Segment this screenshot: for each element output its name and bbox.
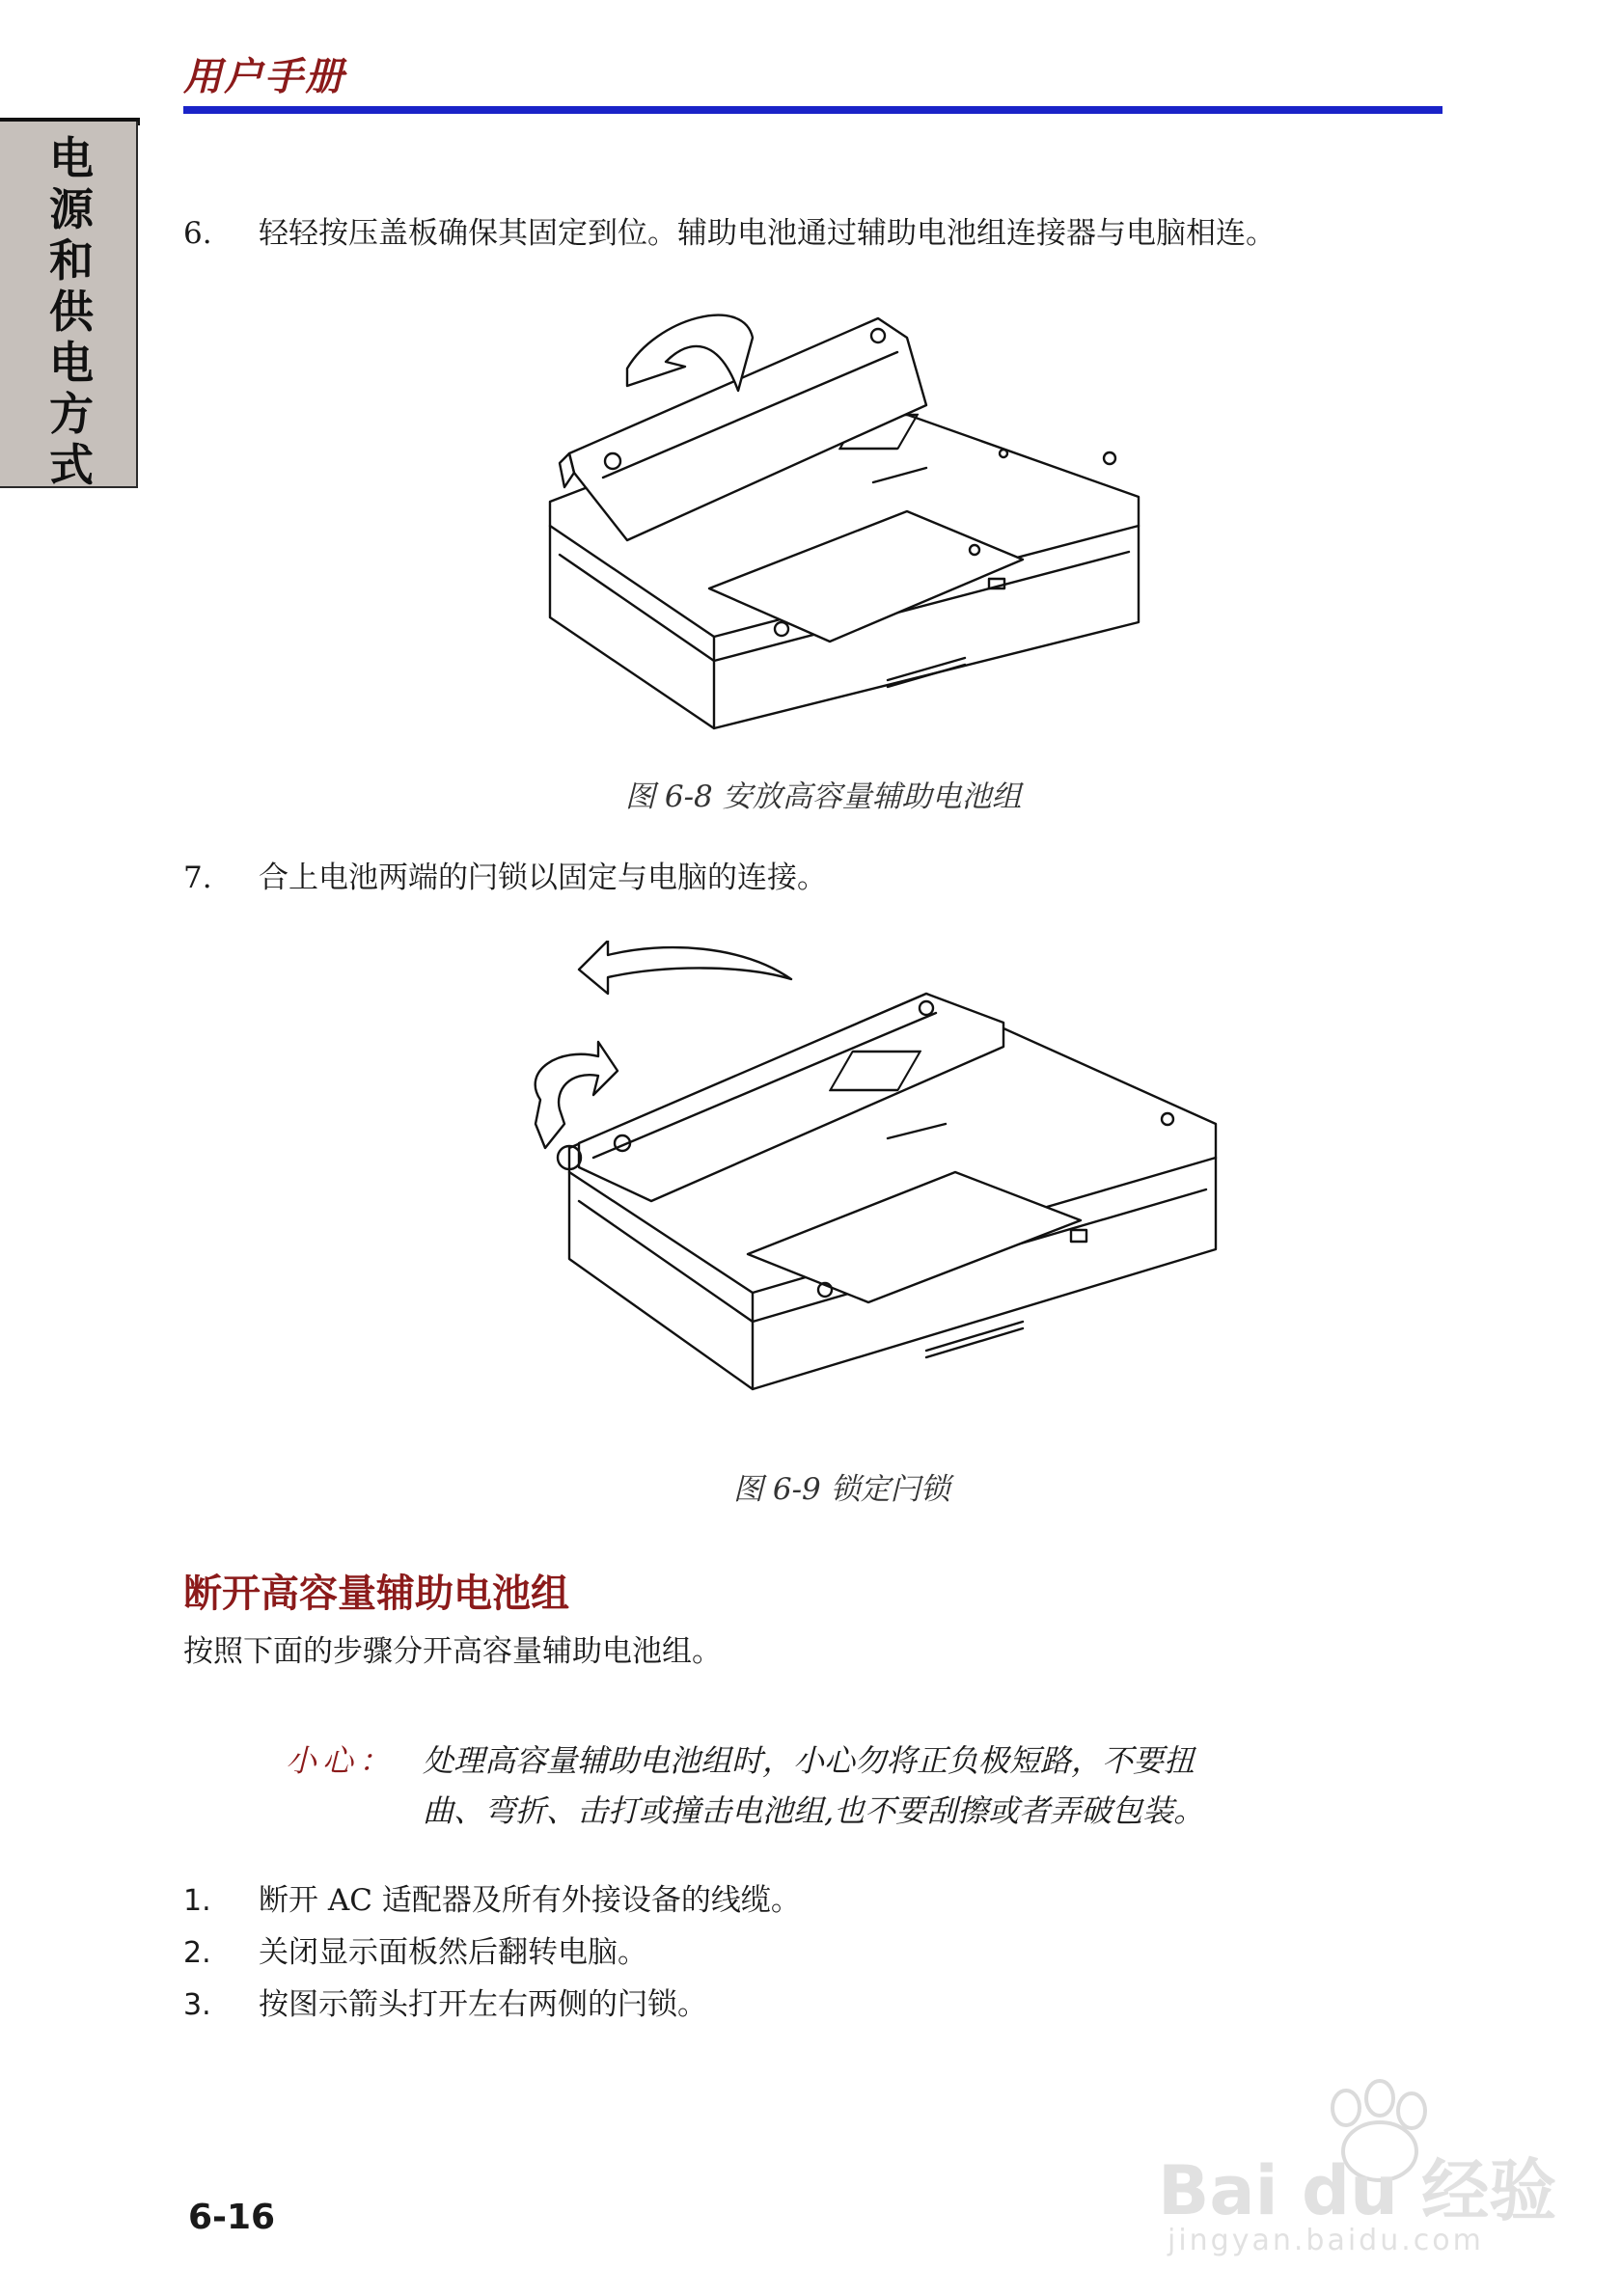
- list-item: [183, 1933, 647, 1973]
- list-item: [183, 1985, 707, 2025]
- caution-text-line-1: 处理高容量辅助电池组时，小心勿将正负极短路，不要扭: [423, 1742, 1195, 1779]
- page-number: 6-16: [188, 2198, 276, 2237]
- list-item: [183, 1881, 801, 1921]
- watermark-url: jingyan.baidu.com: [1168, 2224, 1484, 2257]
- step-text: 轻轻按压盖板确保其固定到位。辅助电池通过辅助电池组连接器与电脑相连。: [259, 216, 1276, 251]
- header-rule: [183, 106, 1442, 114]
- laptop-latch-lock-illustration: [502, 941, 1225, 1413]
- list-number: 1.: [183, 1884, 211, 1918]
- step-text: 合上电池两端的闩锁以固定与电脑的连接。: [259, 861, 827, 895]
- page-header-title: 用户手册: [183, 55, 345, 99]
- section-intro: 按照下面的步骤分开高容量辅助电池组。: [183, 1634, 722, 1669]
- list-number: 3.: [183, 1988, 211, 2022]
- step-7: [183, 859, 827, 897]
- caution-label: 小心：: [286, 1742, 397, 1779]
- chapter-side-tab-label: 电源和供电方式: [49, 132, 94, 491]
- watermark-brand: Bai du 经验: [1158, 2151, 1557, 2230]
- caution-text-line-2: 曲、弯折、击打或撞击电池组,也不要刮擦或者弄破包装。: [423, 1792, 1205, 1829]
- list-text: 按图示箭头打开左右两侧的闩锁。: [259, 1987, 707, 2022]
- list-text: 断开 AC 适配器及所有外接设备的线缆。: [259, 1883, 801, 1918]
- step-number: 6.: [183, 216, 212, 251]
- laptop-battery-install-illustration: [521, 299, 1177, 743]
- baidu-watermark: [1139, 2074, 1563, 2261]
- list-text: 关闭显示面板然后翻转电脑。: [259, 1935, 647, 1970]
- section-heading: 断开高容量辅助电池组: [183, 1572, 569, 1616]
- figure-6-9-caption: 图 6-9 锁定闩锁: [733, 1472, 950, 1507]
- figure-6-8-caption: 图 6-8 安放高容量辅助电池组: [625, 779, 1022, 814]
- step-6: [183, 214, 1276, 253]
- list-number: 2.: [183, 1936, 211, 1970]
- step-number: 7.: [183, 861, 212, 895]
